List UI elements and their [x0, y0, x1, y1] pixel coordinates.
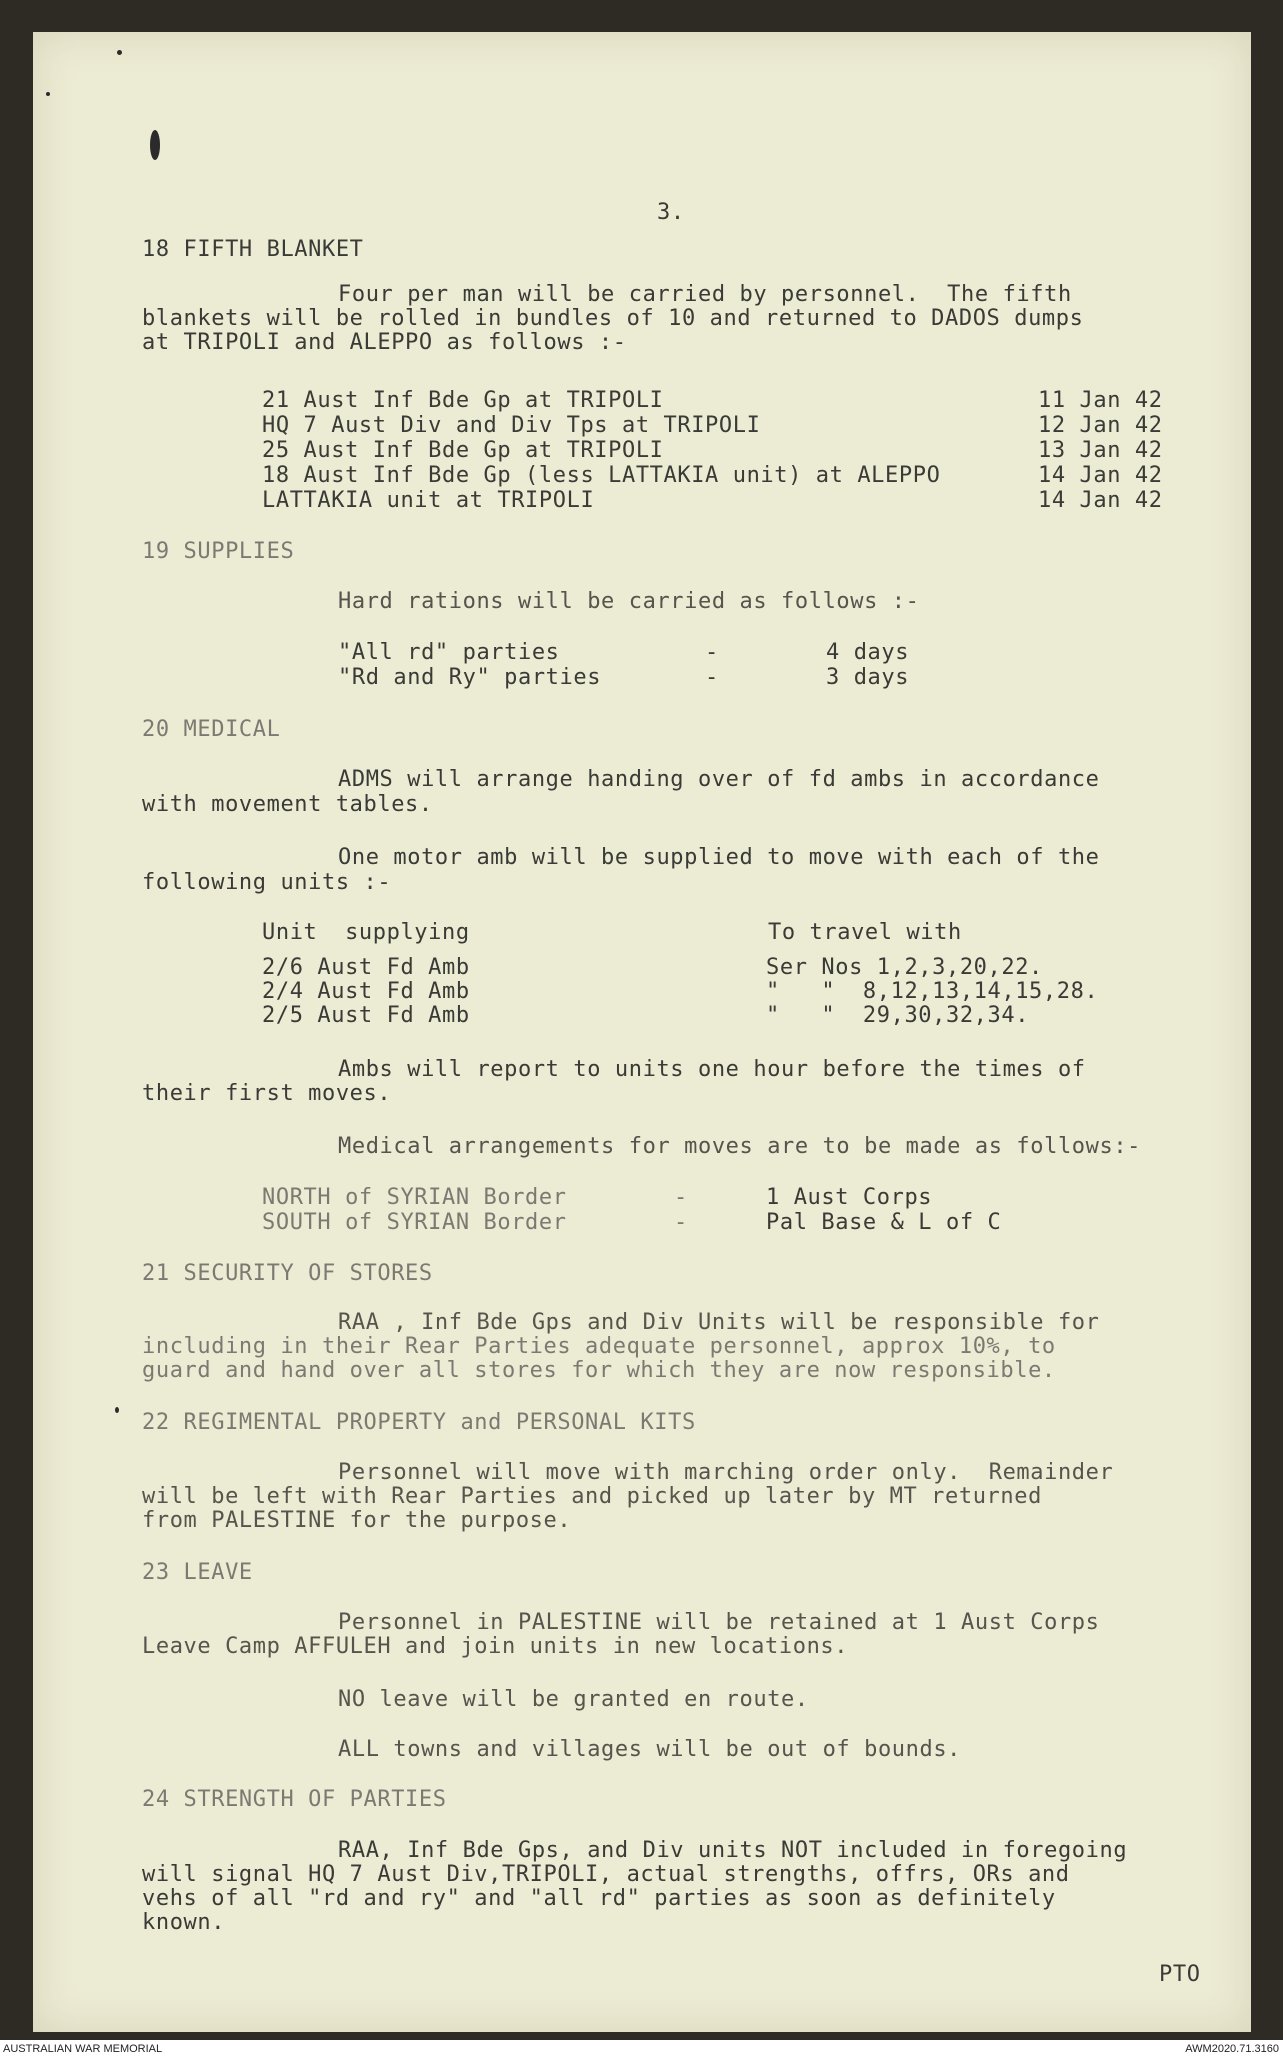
paragraph-line: will signal HQ 7 Aust Div,TRIPOLI, actual strengths, offrs, ORs and: [142, 1862, 1070, 1887]
section-heading: 23 LEAVE: [142, 1560, 253, 1585]
pto-note: PTO: [1159, 1962, 1201, 1987]
table-cell-travel: " " 29,30,32,34.: [766, 1003, 1030, 1028]
paragraph-line: with movement tables.: [142, 792, 433, 817]
paragraph-line: their first moves.: [142, 1081, 392, 1106]
table-header: Unit supplying: [262, 920, 470, 945]
paragraph-line: vehs of all "rd and ry" and "all rd" parties as soon as definitely: [142, 1886, 1056, 1911]
table-cell-dash: -: [705, 640, 719, 665]
footer-left: AUSTRALIAN WAR MEMORIAL: [3, 2043, 163, 2055]
table-cell-dash: -: [705, 665, 719, 690]
paragraph-line: known.: [142, 1910, 226, 1935]
document-page: [33, 32, 1251, 2032]
paragraph-line: ADMS will arrange handing over of fd ambs in accordance: [338, 767, 1100, 792]
section-heading: 19 SUPPLIES: [142, 539, 295, 564]
paragraph-line: Leave Camp AFFULEH and join units in new locations.: [142, 1634, 849, 1659]
table-cell-date: 14 Jan 42: [1038, 463, 1163, 488]
table-cell-body: 1 Aust Corps: [766, 1185, 933, 1210]
section-heading: 22 REGIMENTAL PROPERTY and PERSONAL KITS: [142, 1410, 696, 1435]
table-cell-date: 13 Jan 42: [1038, 438, 1163, 463]
paragraph-line: One motor amb will be supplied to move with each of the: [338, 845, 1100, 870]
paragraph-line: Personnel in PALESTINE will be retained at 1 Aust Corps: [338, 1610, 1100, 1635]
table-cell-unit: 2/6 Aust Fd Amb: [262, 955, 470, 980]
paragraph-line: NO leave will be granted en route.: [338, 1687, 809, 1712]
paragraph-line: Medical arrangements for moves are to be made as follows:-: [338, 1134, 1142, 1159]
table-cell-area: SOUTH of SYRIAN Border: [262, 1210, 567, 1235]
paragraph-line: blankets will be rolled in bundles of 10 and returned to DADOS dumps: [142, 306, 1084, 331]
section-heading: 20 MEDICAL: [142, 717, 281, 742]
table-cell-unit: LATTAKIA unit at TRIPOLI: [262, 488, 595, 513]
paragraph-line: following units :-: [142, 870, 392, 895]
table-cell-unit: 25 Aust Inf Bde Gp at TRIPOLI: [262, 438, 664, 463]
table-cell-unit: 2/5 Aust Fd Amb: [262, 1003, 470, 1028]
table-cell-area: NORTH of SYRIAN Border: [262, 1185, 567, 1210]
section-heading: 24 STRENGTH OF PARTIES: [142, 1787, 447, 1812]
table-cell-date: 11 Jan 42: [1038, 388, 1163, 413]
table-header: To travel with: [768, 920, 962, 945]
table-cell-unit: HQ 7 Aust Div and Div Tps at TRIPOLI: [262, 413, 761, 438]
paragraph-line: will be left with Rear Parties and picked up later by MT returned: [142, 1484, 1042, 1509]
table-cell-label: "All rd" parties: [338, 640, 560, 665]
table-cell-dash: -: [674, 1185, 688, 1210]
document-text: [33, 32, 1251, 2032]
table-cell-unit: 2/4 Aust Fd Amb: [262, 979, 470, 1004]
paragraph-line: RAA, Inf Bde Gps, and Div units NOT included in foregoing: [338, 1838, 1128, 1863]
paragraph-line: Personnel will move with marching order only. Remainder: [338, 1460, 1114, 1485]
page-number: 3.: [657, 200, 685, 225]
paragraph-line: Ambs will report to units one hour before the times of: [338, 1057, 1086, 1082]
table-cell-unit: 21 Aust Inf Bde Gp at TRIPOLI: [262, 388, 664, 413]
paragraph-line: ALL towns and villages will be out of bounds.: [338, 1737, 962, 1762]
paragraph-line: at TRIPOLI and ALEPPO as follows :-: [142, 330, 627, 355]
table-cell-date: 14 Jan 42: [1038, 488, 1163, 513]
footer-right: AWM2020.71.3160: [1185, 2043, 1279, 2055]
table-cell-value: 4 days: [826, 640, 910, 665]
paragraph-line: guard and hand over all stores for which they are now responsible.: [142, 1358, 1056, 1383]
section-heading: 18 FIFTH BLANKET: [142, 237, 364, 262]
table-cell-travel: " " 8,12,13,14,15,28.: [766, 979, 1099, 1004]
paragraph-line: Four per man will be carried by personnel. The fifth: [338, 282, 1072, 307]
paragraph-line: including in their Rear Parties adequate personnel, approx 10%, to: [142, 1334, 1056, 1359]
table-cell-dash: -: [674, 1210, 688, 1235]
paragraph-line: from PALESTINE for the purpose.: [142, 1508, 572, 1533]
table-cell-travel: Ser Nos 1,2,3,20,22.: [766, 955, 1043, 980]
table-cell-unit: 18 Aust Inf Bde Gp (less LATTAKIA unit) at ALEPPO: [262, 463, 941, 488]
paragraph-line: RAA , Inf Bde Gps and Div Units will be responsible for: [338, 1310, 1100, 1335]
table-cell-body: Pal Base & L of C: [766, 1210, 1002, 1235]
section-heading: 21 SECURITY OF STORES: [142, 1261, 433, 1286]
table-cell-value: 3 days: [826, 665, 910, 690]
table-cell-date: 12 Jan 42: [1038, 413, 1163, 438]
paragraph-line: Hard rations will be carried as follows :-: [338, 589, 920, 614]
table-cell-label: "Rd and Ry" parties: [338, 665, 602, 690]
